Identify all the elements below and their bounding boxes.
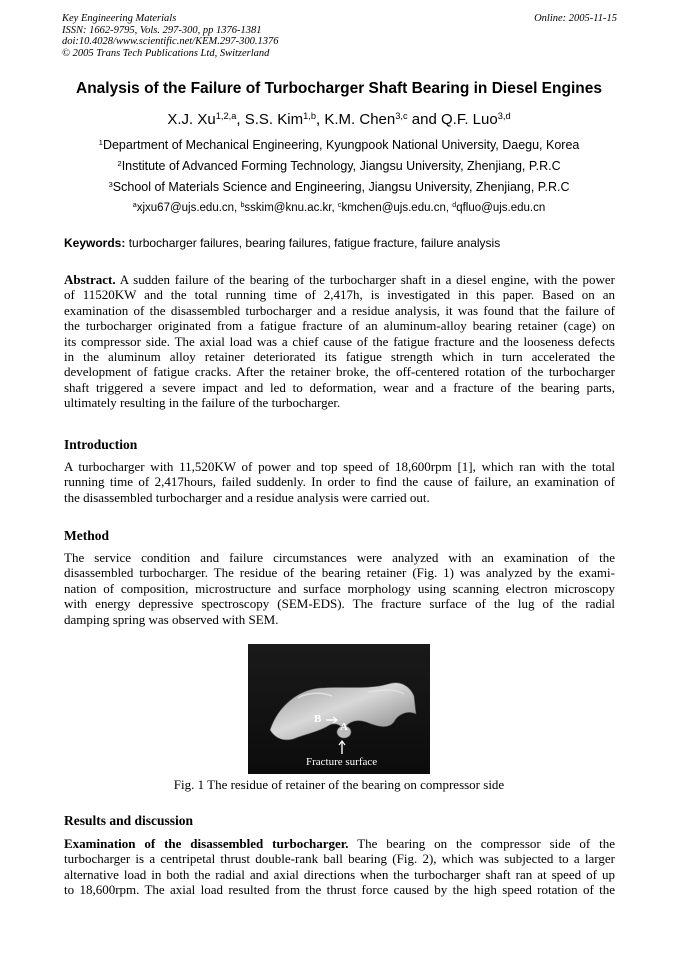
figure-label-a: A	[340, 721, 348, 733]
online-date: Online: 2005-11-15	[534, 13, 617, 24]
author: Q.F. Luo$^{3,d}$	[441, 110, 511, 128]
results-body: Examination of the disassembled turbocharger. The bearing on the compressor side of the turbocharger is a centripetal thrust double-rank ball bearing (Fig. 2), which was subjected to a larger alternative load in both the radial and axial directions when the turbocharger shaft ran at speed of up to 18,600rpm. The axial load resulted from the thrust force caused by the high speed rotation of the	[64, 836, 615, 898]
figure-1-caption: Fig. 1 The residue of retainer of the bearing on compressor side	[173, 777, 505, 792]
keywords-text: turbocharger failures, bearing failures, fatigue fracture, failure analysis	[125, 236, 501, 250]
results-sub-label: Examination of the disassembled turbocharger.	[64, 836, 349, 851]
copyright-line: © 2005 Trans Tech Publications Ltd, Switzerland	[62, 47, 270, 59]
author: S.S. Kim$^{1,b}$,	[244, 110, 325, 128]
email-list: $^a$xjxu67@ujs.edu.cn, $^b$sskim@knu.ac.kr, $^c$kmchen@ujs.edu.cn, $^d$qfluo@ujs.edu.cn	[132, 201, 546, 214]
method-heading: Method	[64, 528, 109, 543]
results-heading: Results and discussion	[64, 813, 194, 828]
affiliation-2: $^2$Institute of Advanced Forming Technology, Jiangsu University, Zhenjiang, P.R.C	[117, 158, 561, 173]
doi-line: doi:10.4028/www.scientific.net/KEM.297-300.1376	[62, 36, 279, 47]
figure-1-image	[248, 644, 430, 774]
abstract-label: Abstract.	[64, 272, 116, 287]
introduction-heading: Introduction	[64, 437, 138, 452]
introduction-body: A turbocharger with 11,520KW of power and top speed of 18,600rpm [1], which ran with the total running time of 2,417hours, failed suddenly. In order to find the cause of failure, an examination of the disassembled turbocharger and a residue analysis were carried out.	[64, 459, 615, 505]
abstract: Abstract. A sudden failure of the bearing of the turbocharger shaft in a diesel engine, with the power of 11520KW and the total running time of 2,417h, is investigated in this paper. Based on an examination of the disassembled turbocharger and a residue analysis, it was found that the failure of the turbocharger originated from a fatigue fracture of an aluminum-alloy bearing retainer (cage) on its compressor side. The axial load was a chief cause of the fatigue fracture and the looseness defects in the aluminum alloy retainer deteriorated its fatigue strength which in turn accelerated the development of fatigue cracks. After the retainer broke, the off-centered rotation of the turbocharger shaft triggered a severe impact and led to deformation, wear and a fracture of the bearing parts, ultimately resulting in the failure of the turbocharger.	[64, 272, 615, 411]
affiliation-3: $^3$School of Materials Science and Engineering, Jiangsu University, Zhenjiang, P.R.C	[108, 179, 570, 194]
issn-line: ISSN: 1662-9795, Vols. 297-300, pp 1376-1381	[62, 24, 262, 36]
figure-label-b: B	[314, 713, 322, 725]
journal-header	[62, 13, 617, 59]
paper-title: Analysis of the Failure of Turbocharger Shaft Bearing in Diesel Engines	[76, 80, 602, 97]
author-list	[40, 111, 638, 128]
keywords-label: Keywords:	[64, 236, 126, 250]
affiliation-1: $^1$Department of Mechanical Engineering, Kyungpook National University, Daegu, Korea	[98, 137, 580, 152]
retainer-residue-photo	[248, 644, 430, 774]
author: K.M. Chen$^{3,c}$ and	[324, 110, 442, 128]
method-body: The service condition and failure circumstances were analyzed with an examination of the disassembled turbocharger. The residue of the bearing retainer (Fig. 1) was analyzed by the exami- nation of composition, microstructure and surface morphology using scanning electron microscopy with energy depressive spectroscopy (SEM-EDS). The fracture surface of the lug of the radial damping spring was observed with SEM.	[64, 550, 615, 627]
journal-name: Key Engineering Materials	[62, 13, 177, 24]
keywords	[64, 236, 616, 250]
figure-inner-text: Fracture surface	[306, 756, 378, 768]
author: X.J. Xu$^{1,2,a}$,	[167, 110, 245, 128]
